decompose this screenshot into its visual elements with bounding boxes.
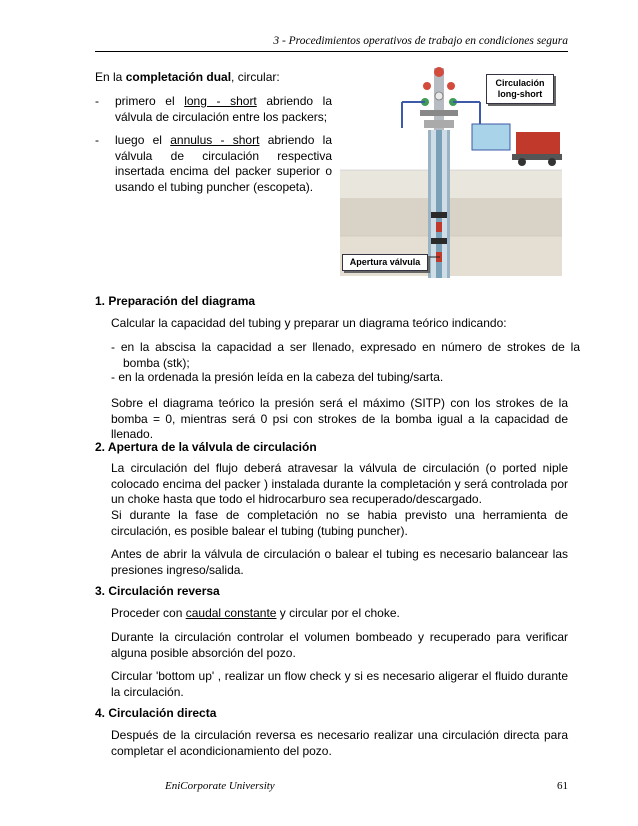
footer-left: EniCorporate University [165, 780, 275, 792]
section-3-p1: Proceder con caudal constante y circular por el choke. [111, 606, 400, 620]
intro-bullet-1: primero el long - short abriendo la válvula de circulación entre los packers; [115, 94, 333, 124]
section-1-p1: Calcular la capacidad del tubing y preparar un diagrama teórico indicando: [111, 316, 507, 330]
section-2-p2: Si durante la fase de completación no se habia previsto una herramienta de circulación, es posible balear el tubing (tubing puncher). [111, 508, 568, 538]
section-2-p1: La circulación del flujo deberá atravesar la válvula de circulación (o ported niple colocado encima del packer ) instalada durante la completación y será controlada por un choke hasta que todo el hidrocarburo sea recuperado/descargado. [111, 461, 568, 506]
bullet-dash: - [95, 133, 99, 147]
section-4-heading: 4. Circulación directa [95, 706, 217, 720]
section-3-p2: Durante la circulación controlar el volumen bombeado y recuperado para verificar alguna posible absorción del pozo. [111, 630, 568, 660]
section-1-heading: 1. Preparación del diagrama [95, 294, 256, 308]
page-number: 61 [557, 780, 568, 792]
section-3-heading: 3. Circulación reversa [95, 584, 220, 598]
callout-apertura-valvula: Apertura válvula [342, 254, 428, 271]
intro-line: En la completación dual, circular: [95, 70, 280, 84]
intro-bold: completación dual [125, 70, 232, 84]
section-4-p1: Después de la circulación reversa es necesario realizar una circulación directa para completar el acondicionamiento del pozo. [111, 728, 568, 758]
page-header: 3 - Procedimientos operativos de trabajo en condiciones segura [95, 35, 568, 52]
section-1-list-1: - en la abscisa la capacidad a ser llenado, expresado en número de strokes de la bomba (stk); [111, 340, 580, 370]
section-1-list-2: - en la ordenada la presión leída en la cabeza del tubing/sarta. [111, 370, 444, 384]
section-3-p3: Circular 'bottom up' , realizar un flow check y si es necesario aligerar el fluido durante la circulación. [111, 669, 568, 699]
section-1-p2: Sobre el diagrama teórico la presión será el máximo (SITP) con los strokes de la bomba = 0, mientras será 0 psi con strokes de la bomba igual a la capacidad de llenado. [111, 396, 568, 441]
section-2-p3: Antes de abrir la válvula de circulación o balear el tubing es necesario balancear las presiones ingreso/salida. [111, 547, 568, 577]
callout-circulacion-long-short: Circulación long-short [486, 74, 554, 104]
bullet-dash: - [95, 94, 99, 108]
section-2-heading: 2. Apertura de la válvula de circulación [95, 440, 317, 454]
intro-bullet-2: luego el annulus - short abriendo la válvula de circulación respectiva insertada encima del packer superior o usando el tubing puncher (escopeta). [115, 133, 332, 194]
